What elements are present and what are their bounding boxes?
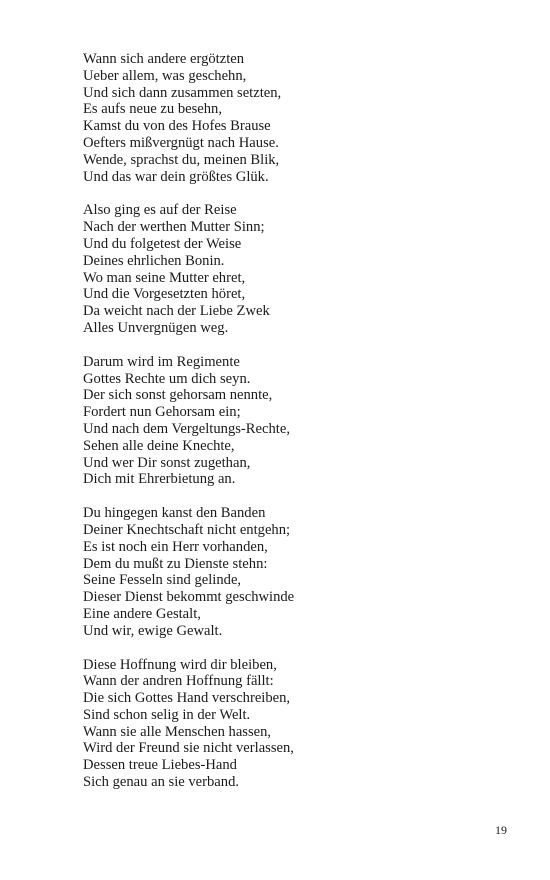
- poem-line: Darum wird im Regimente: [83, 353, 240, 370]
- poem-line: Seine Fesseln sind gelinde,: [83, 572, 242, 589]
- poem-line: Sich genau an sie verband.: [83, 774, 240, 791]
- poem-line: Sind schon selig in der Welt.: [83, 706, 251, 723]
- poem-line: Wann sie alle Menschen hassen,: [83, 723, 272, 740]
- poem-line: Es ist noch ein Herr vorhanden,: [83, 538, 268, 555]
- poem-line: Dessen treue Liebes-Hand: [83, 757, 237, 774]
- poem-line: Gottes Rechte um dich seyn.: [83, 370, 251, 387]
- poem-line: Dieser Dienst bekommt geschwinde: [83, 589, 295, 606]
- poem-line: Und nach dem Vergeltungs-Rechte,: [83, 420, 290, 437]
- stanza-2: [83, 202, 503, 336]
- page-number: 19: [495, 823, 507, 837]
- poem-line: Wann der andren Hoffnung fällt:: [83, 673, 274, 690]
- stanza-3: [83, 354, 503, 488]
- poem-line: Wann sich andere ergötzten: [83, 51, 245, 67]
- poem-line: Der sich sonst gehorsam nennte,: [83, 387, 273, 404]
- poem-line: Und wer Dir sonst zugethan,: [83, 454, 251, 471]
- poem-line: Und die Vorgesetzten höret,: [83, 286, 246, 303]
- poem-text: [83, 51, 503, 808]
- poem-line: Es aufs neue zu besehn,: [83, 101, 222, 118]
- poem-line: Fordert nun Gehorsam ein;: [83, 404, 241, 421]
- poem-line: Da weicht nach der Liebe Zwek: [83, 303, 270, 320]
- poem-line: Die sich Gottes Hand verschreiben,: [83, 690, 291, 707]
- poem-line: Und wir, ewige Gewalt.: [83, 622, 223, 639]
- poem-line: Dich mit Ehrerbietung an.: [83, 471, 236, 488]
- poem-line: Ueber allem, was geschehn,: [83, 67, 247, 84]
- poem-line: Diese Hoffnung wird dir bleiben,: [83, 656, 277, 673]
- stanza-1: [83, 51, 503, 185]
- poem-line: Nach der werthen Mutter Sinn;: [83, 219, 265, 236]
- poem-line: Eine andere Gestalt,: [83, 605, 201, 622]
- poem-line: Deines ehrlichen Bonin.: [83, 252, 225, 269]
- stanza-5: [83, 657, 503, 791]
- stanza-4: [83, 505, 503, 639]
- poem-line: Kamst du von des Hofes Brause: [83, 118, 271, 135]
- poem-line: Du hingegen kanst den Banden: [83, 505, 266, 522]
- poem-line: Wende, sprachst du, meinen Blik,: [83, 151, 280, 168]
- poem-line: Wird der Freund sie nicht verlassen,: [83, 740, 294, 757]
- poem-line: Dem du mußt zu Dienste stehn:: [83, 555, 268, 572]
- poem-line: Alles Unvergnügen weg.: [83, 319, 229, 336]
- poem-line: Deiner Knechtschaft nicht entgehn;: [83, 521, 291, 538]
- poem-line: Wo man seine Mutter ehret,: [83, 269, 246, 286]
- poem-line: Und du folgetest der Weise: [83, 235, 242, 252]
- poem-line: Oefters mißvergnügt nach Hause.: [83, 134, 279, 151]
- poem-line: Sehen alle deine Knechte,: [83, 437, 235, 454]
- poem-line: Und sich dann zusammen setzten,: [83, 84, 282, 101]
- poem-line: Also ging es auf der Reise: [83, 202, 237, 219]
- poem-line: Und das war dein größtes Glük.: [83, 168, 269, 185]
